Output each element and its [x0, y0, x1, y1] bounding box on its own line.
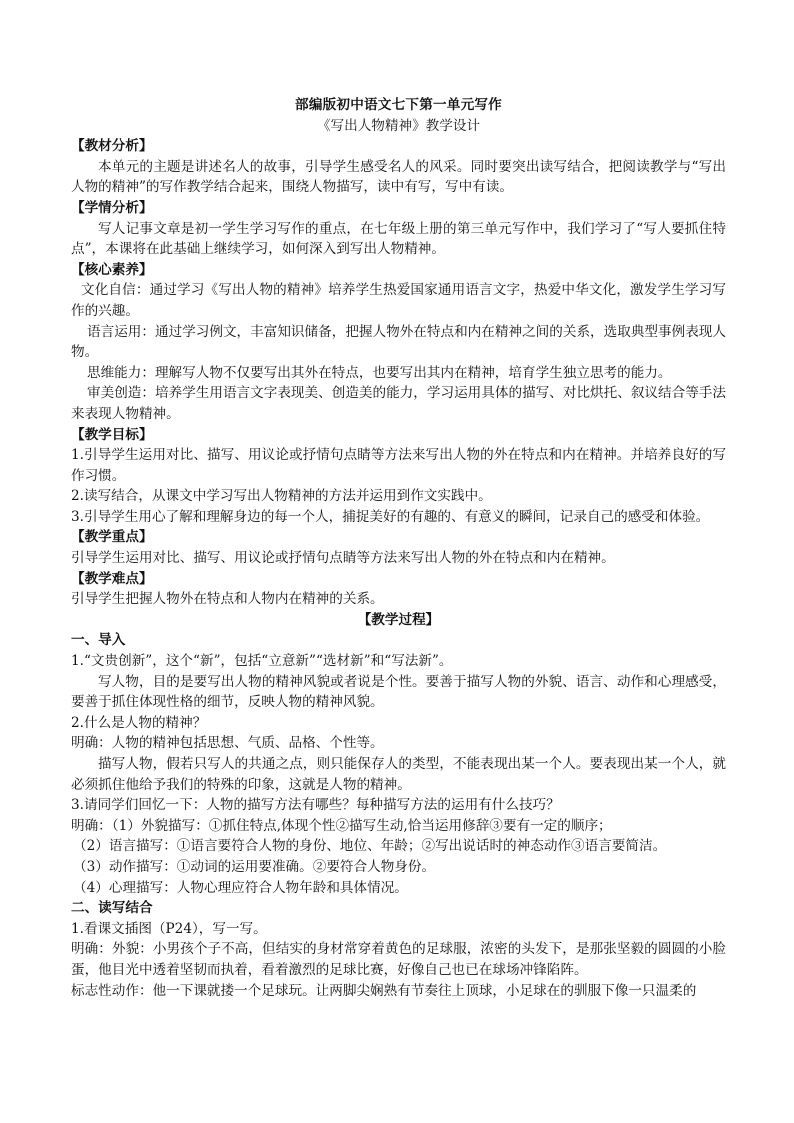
reading-writing-answer-appearance: 明确：外貌：小男孩个子不高，但结实的身材常穿着黄色的足球服，浓密的头发下，是那张坚毅的圆圆的小脸蛋，他目光中透着坚韧而执着，看着激烈的足球比赛，好像自己也已在球场冲锋陷阵。: [71, 941, 726, 978]
goal-item-2: 2.读写结合，从课文中学习写出人物精神的方法并运用到作文实践中。: [71, 488, 492, 505]
key-points-text: 引导学生运用对比、描写、用议论或抒情句点睛等方法来写出人物的外在特点和内在精神。: [71, 550, 615, 567]
intro-question-2: 2.什么是人物的精神？: [71, 714, 207, 731]
literacy-item-thinking: 思维能力：理解写人物不仅要写出其外在特点，也要写出其内在精神，培育学生独立思考的能力。: [87, 364, 672, 381]
part-heading-intro: 一、导入: [71, 632, 126, 649]
difficulties-text: 引导学生把握人物外在特点和人物内在精神的关系。: [71, 591, 384, 608]
intro-paragraph-2: 描写人物，假若只写人的共通之点，则只能保存人的类型，不能表现出某一个人。要表现出某一个人，就必须抓住他给予我们的特殊的印象，这就是人物的精神。: [71, 756, 726, 793]
reading-writing-answer-action: 标志性动作：他一下课就搂一个足球玩。让两脚尖娴熟有节奏往上顶球，小足球在的驯服下像一只温柔的: [71, 982, 697, 999]
materials-text: 本单元的主题是讲述名人的故事，引导学生感受名人的风采。同时要突出读写结合，把阅读教学与“写出人物的精神”的写作教学结合起来，围绕人物描写，读中有写，写中有读。: [71, 158, 726, 196]
students-text: 写人记事文章是初一学生学习写作的重点，在七年级上册的第三单元写作中，我们学习了“写人要抓住特点”，本课将在此基础上继续学习，如何深入到写出人物精神。: [71, 220, 726, 258]
intro-answer-3-language: （2）语言描写：①语言要符合人物的身份、地位、年龄；②写出说话时的神态动作③语言要简洁。: [73, 838, 667, 855]
goal-item-1: 1.引导学生运用对比、描写、用议论或抒情句点睛等方法来写出人物的外在特点和内在精神。并培养良好的写作习惯。: [71, 447, 726, 484]
intro-answer-3-action: （3）动作描写：①动词的运用要准确。②要符合人物身份。: [73, 858, 436, 875]
intro-answer-2: 明确：人物的精神包括思想、气质、品格、个性等。: [71, 735, 384, 752]
section-heading-goals: 【教学目标】: [71, 426, 153, 443]
literacy-item-aesthetics: 审美创造：培养学生用语言文字表现美、创造美的能力，学习运用具体的描写、对比烘托、叙议结合等手法来表现人物精神。: [71, 385, 726, 422]
section-heading-students: 【学情分析】: [71, 199, 153, 216]
section-heading-materials: 【教材分析】: [71, 138, 153, 155]
section-heading-literacy: 【核心素养】: [71, 261, 153, 278]
literacy-item-culture: 文化自信：通过学习《写出人物的精神》培养学生热爱国家通用语言文字，热爱中华文化，激发学生学习写作的兴趣。: [71, 282, 726, 319]
part-heading-reading-writing: 二、读写结合: [71, 900, 153, 917]
intro-question-3: 3.请同学们回忆一下：人物的描写方法有哪些？每种描写方法的运用有什么技巧？: [71, 797, 560, 814]
intro-paragraph-1: 写人物，目的是要写出人物的精神风貌或者说是个性。要善于描写人物的外貌、语言、动作和心理感受，要善于抓住体现性格的细节，反映人物的精神风貌。: [71, 673, 726, 711]
document-title: 部编版初中语文七下第一单元写作: [295, 97, 502, 113]
literacy-item-language: 语言运用：通过学习例文，丰富知识储备，把握人物外在特点和内在精神之间的关系，选取典型事例表现人物。: [71, 323, 726, 361]
reading-writing-question-1: 1.看课文插图（P24），写一写。: [71, 920, 267, 937]
section-heading-key-points: 【教学重点】: [71, 529, 153, 546]
document-page: [71, 95, 726, 1001]
intro-question-1: 1.“文贵创新”，这个“新”，包括“立意新”“选材新”和“写法新”。: [71, 653, 453, 670]
section-heading-difficulties: 【教学难点】: [71, 570, 153, 587]
goal-item-3: 3.引导学生用心了解和理解身边的每一个人，捕捉美好的有趣的、有意义的瞬间，记录自己的感受和体验。: [71, 508, 710, 525]
intro-answer-3-appearance: 明确：（1）外貌描写：①抓住特点,体现个性②描写生动,恰当运用修辞③要有一定的顺序；: [71, 817, 612, 834]
intro-answer-3-psychology: （4）心理描写：人物心理应符合人物年龄和具体情况。: [73, 879, 408, 896]
document-subtitle: 《写出人物精神》教学设计: [316, 117, 481, 134]
section-heading-process: 【教学过程】: [357, 611, 440, 628]
